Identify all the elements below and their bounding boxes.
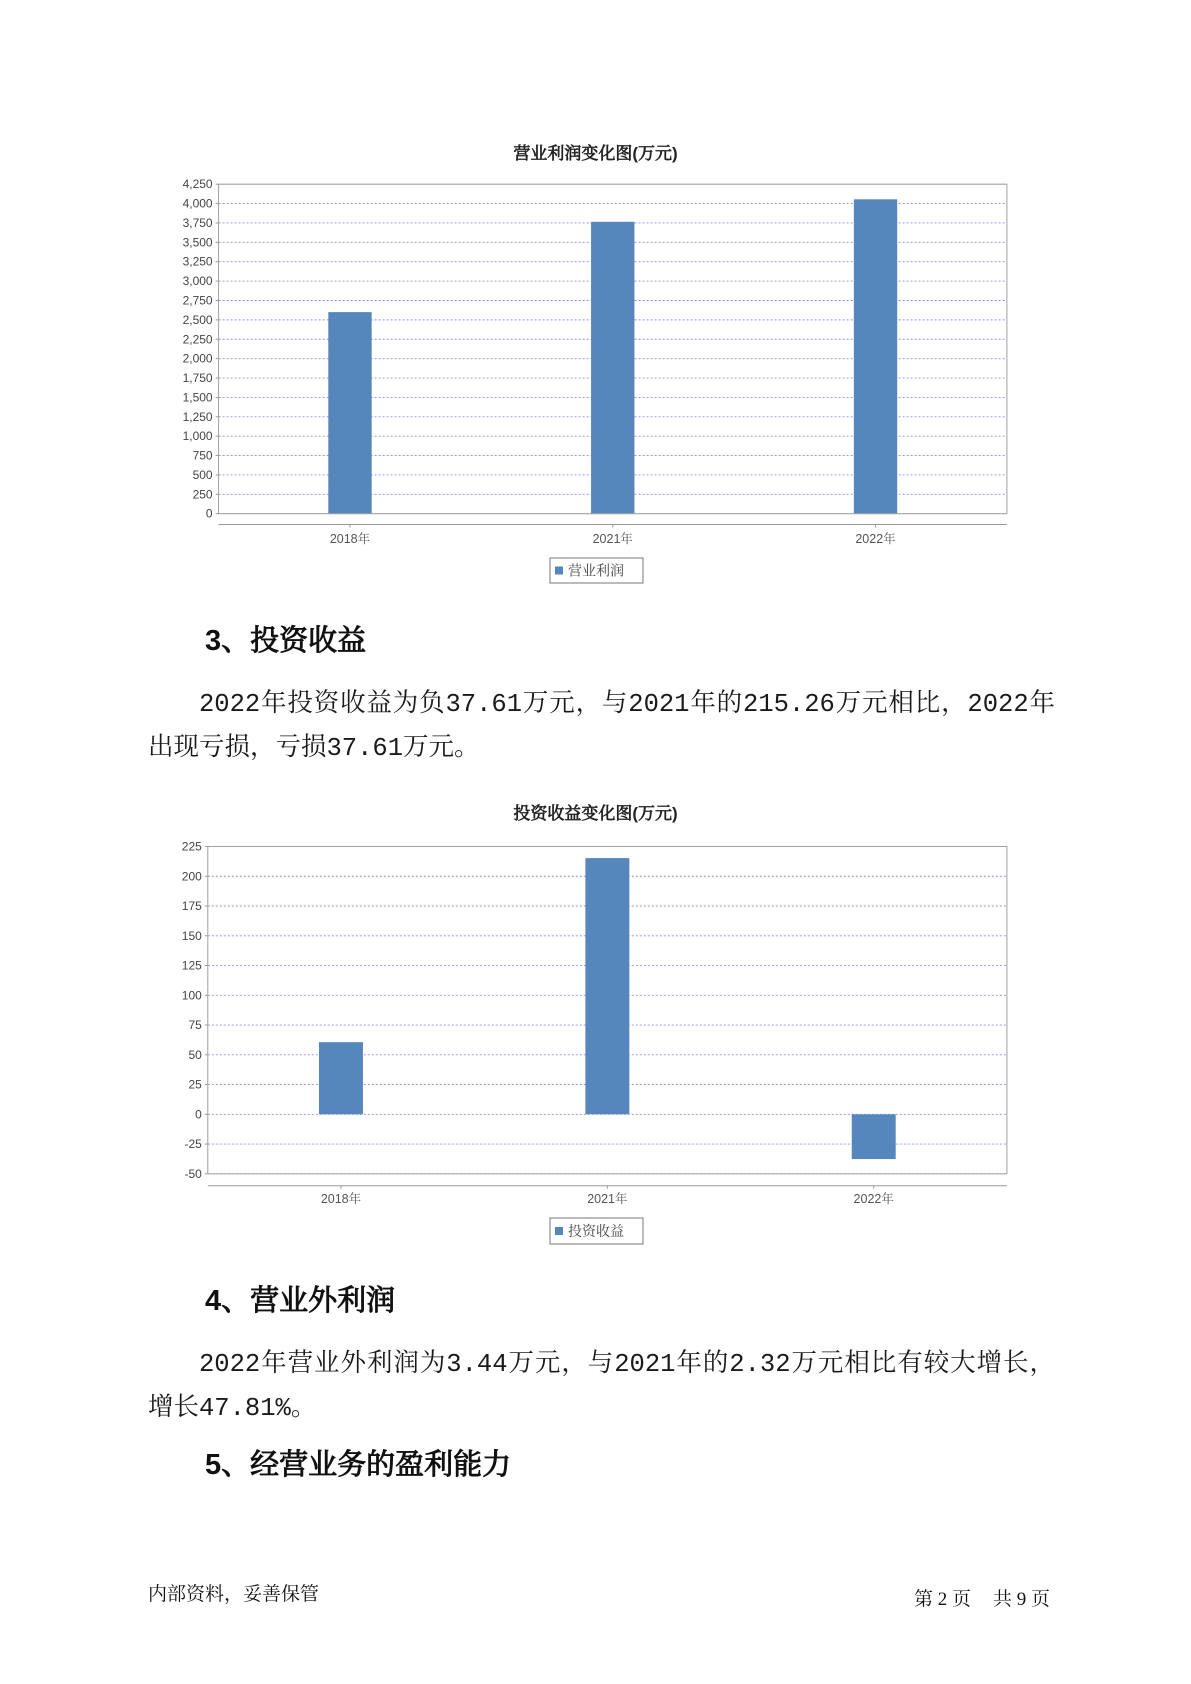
investment-income-y-tick-label: 125 xyxy=(181,958,202,973)
operating-profit-y-tick-label: 2,750 xyxy=(182,293,213,308)
investment-income-x-tick-label: 2022年 xyxy=(853,1192,894,1206)
operating-profit-legend-swatch xyxy=(555,567,563,575)
operating-profit-bar-2022 xyxy=(854,199,897,513)
paragraph-line: 2022年营业外利润为3.44万元，与2021年的2.32万元相比有较大增长， xyxy=(199,1350,1055,1379)
investment-income-y-tick-label: 200 xyxy=(181,869,202,884)
operating-profit-y-tick-label: 1,000 xyxy=(182,429,213,444)
section-heading-business-profitability: 5、经营业务的盈利能力 xyxy=(205,1449,512,1481)
operating-profit-y-tick-label: 1,750 xyxy=(182,371,213,386)
operating-profit-y-tick-label: 4,250 xyxy=(182,177,213,192)
operating-profit-y-tick-label: 3,000 xyxy=(182,274,213,289)
investment-income-legend-swatch xyxy=(555,1227,563,1235)
operating-profit-y-tick-label: 4,000 xyxy=(182,196,213,211)
investment-income-y-tick-label: 25 xyxy=(188,1077,202,1092)
investment-income-y-tick-label: 150 xyxy=(181,928,202,943)
non-operating-profit-paragraph xyxy=(148,1343,1055,1431)
operating-profit-y-tick-label: 250 xyxy=(192,487,213,502)
operating-profit-chart-title: 营业利润变化图(万元) xyxy=(513,144,678,163)
investment-income-y-tick-label: 0 xyxy=(195,1107,202,1122)
chart-operating-profit-svg xyxy=(140,170,1020,590)
operating-profit-y-tick-label: 500 xyxy=(192,467,213,482)
investment-income-y-tick-label: -50 xyxy=(184,1166,202,1181)
investment-income-chart-title: 投资收益变化图(万元) xyxy=(513,804,678,823)
operating-profit-y-tick-label: 3,750 xyxy=(182,215,213,230)
investment-income-bar-2018 xyxy=(319,1042,363,1114)
total-pages-label: 共 9 页 xyxy=(992,1589,1050,1610)
operating-profit-x-tick-label: 2018年 xyxy=(329,532,371,546)
operating-profit-legend-label: 营业利润 xyxy=(568,562,624,579)
operating-profit-bar-2018 xyxy=(328,312,371,514)
operating-profit-y-tick-label: 2,000 xyxy=(182,351,213,366)
operating-profit-y-tick-label: 750 xyxy=(192,448,213,463)
investment-income-y-tick-label: 100 xyxy=(181,988,202,1003)
operating-profit-y-tick-label: 0 xyxy=(205,506,213,521)
investment-income-y-tick-label: 225 xyxy=(181,839,202,854)
current-page-label: 第 2 页 xyxy=(913,1589,971,1610)
investment-income-y-tick-label: 50 xyxy=(188,1047,202,1062)
operating-profit-bar-2021 xyxy=(591,222,634,514)
operating-profit-y-tick-label: 2,250 xyxy=(182,332,213,347)
operating-profit-x-tick-label: 2022年 xyxy=(855,532,896,546)
operating-profit-y-tick-label: 3,250 xyxy=(182,254,213,269)
paragraph-line: 增长47.81%。 xyxy=(148,1394,317,1423)
investment-income-x-tick-label: 2018年 xyxy=(320,1192,362,1206)
footer-confidential-note: 内部资料，妥善保管 xyxy=(148,1584,320,1605)
operating-profit-y-tick-label: 1,250 xyxy=(182,409,213,424)
investment-income-y-tick-label: 75 xyxy=(188,1018,202,1033)
operating-profit-y-tick-label: 3,500 xyxy=(182,235,213,250)
investment-income-paragraph xyxy=(148,683,1055,771)
section-heading-investment-income: 3、投资收益 xyxy=(205,625,367,657)
chart-investment-income-svg xyxy=(140,832,1020,1252)
operating-profit-y-tick-label: 1,500 xyxy=(182,390,213,405)
operating-profit-y-tick-label: 2,500 xyxy=(182,312,213,327)
investment-income-legend-label: 投资收益 xyxy=(568,1223,624,1239)
investment-income-y-tick-label: 175 xyxy=(181,899,202,914)
operating-profit-x-tick-label: 2021年 xyxy=(592,532,633,546)
investment-income-y-tick-label: -25 xyxy=(184,1137,202,1152)
investment-income-x-tick-label: 2021年 xyxy=(587,1192,628,1206)
investment-income-bar-2022 xyxy=(852,1114,896,1159)
paragraph-line: 出现亏损，亏损37.61万元。 xyxy=(148,734,480,763)
page-number xyxy=(914,1588,1050,1612)
section-heading-non-operating-profit: 4、营业外利润 xyxy=(205,1285,396,1317)
paragraph-line: 2022年投资收益为负37.61万元，与2021年的215.26万元相比，2022年 xyxy=(199,690,1055,719)
investment-income-bar-2021 xyxy=(585,858,629,1114)
